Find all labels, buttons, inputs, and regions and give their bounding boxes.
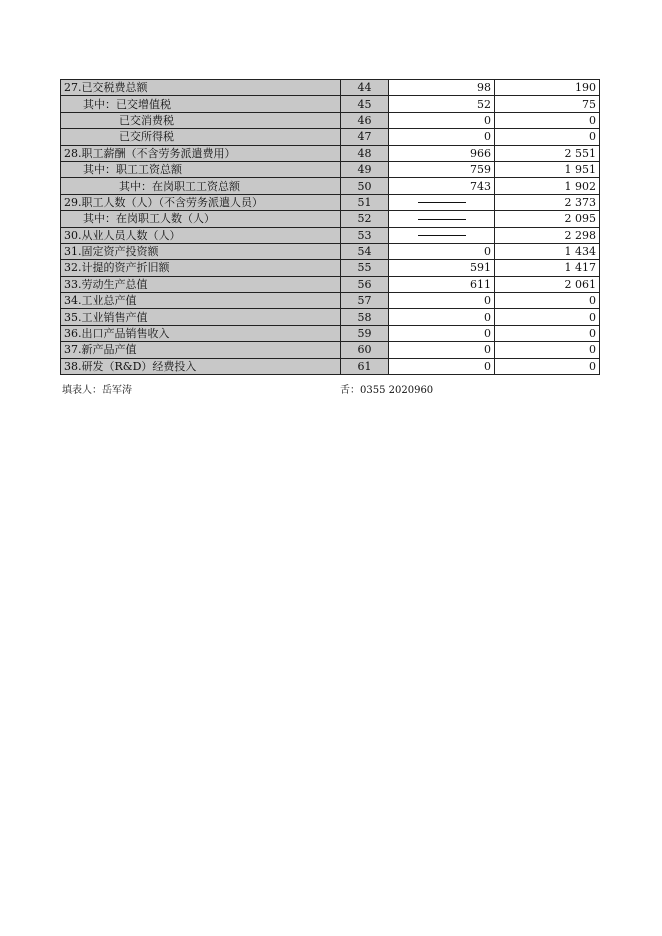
row-label: 35.工业销售产值: [61, 309, 341, 325]
value-current: 0: [389, 293, 495, 309]
row-code: 52: [341, 211, 389, 227]
row-code: 47: [341, 129, 389, 145]
not-applicable-dash: [418, 235, 466, 236]
value-current: 611: [389, 276, 495, 292]
value-current: 591: [389, 260, 495, 276]
table-row: [61, 309, 600, 325]
statistics-table-body: [61, 80, 600, 375]
row-code: 53: [341, 227, 389, 243]
row-label: 其中：在岗职工人数（人）: [61, 211, 341, 227]
row-label: 37.新产品产值: [61, 342, 341, 358]
row-code: 46: [341, 112, 389, 128]
table-row: [61, 161, 600, 177]
row-label: 28.职工薪酬（不含劳务派遣费用）: [61, 145, 341, 161]
value-cumulative: 0: [495, 325, 600, 341]
table-row: [61, 96, 600, 112]
row-label: 其中：职工工资总额: [61, 161, 341, 177]
table-row: [61, 243, 600, 259]
value-current: [389, 227, 495, 243]
value-cumulative: 2 551: [495, 145, 600, 161]
table-row: [61, 342, 600, 358]
statistics-table: [60, 79, 600, 375]
table-row: [61, 80, 600, 96]
value-cumulative: 2 373: [495, 194, 600, 210]
row-code: 45: [341, 96, 389, 112]
table-row: [61, 325, 600, 341]
row-label: 33.劳动生产总值: [61, 276, 341, 292]
row-label: 36.出口产品销售收入: [61, 325, 341, 341]
value-current: 0: [389, 325, 495, 341]
value-current: [389, 211, 495, 227]
table-row: [61, 178, 600, 194]
value-cumulative: 190: [495, 80, 600, 96]
value-current: 743: [389, 178, 495, 194]
row-label: 30.从业人员人数（人）: [61, 227, 341, 243]
row-label: 29.职工人数（人）（不含劳务派遣人员）: [61, 194, 341, 210]
row-code: 44: [341, 80, 389, 96]
row-code: 48: [341, 145, 389, 161]
value-cumulative: 75: [495, 96, 600, 112]
table-row: [61, 293, 600, 309]
value-cumulative: 0: [495, 309, 600, 325]
value-current: 966: [389, 145, 495, 161]
row-label: 34.工业总产值: [61, 293, 341, 309]
row-label: 32.计提的资产折旧额: [61, 260, 341, 276]
table-row: [61, 260, 600, 276]
row-label: 其中：在岗职工工资总额: [61, 178, 341, 194]
contact-phone: 舌：0355 2020960: [340, 385, 434, 396]
value-cumulative: 1 417: [495, 260, 600, 276]
value-cumulative: 2 298: [495, 227, 600, 243]
row-code: 58: [341, 309, 389, 325]
row-code: 57: [341, 293, 389, 309]
table-row: [61, 129, 600, 145]
value-cumulative: 0: [495, 129, 600, 145]
value-cumulative: 2 095: [495, 211, 600, 227]
value-current: 98: [389, 80, 495, 96]
value-cumulative: 0: [495, 358, 600, 374]
value-current: 0: [389, 342, 495, 358]
table-row: [61, 358, 600, 374]
value-current: 0: [389, 309, 495, 325]
filler-name: 填表人：岳军涛: [62, 385, 132, 396]
value-current: 759: [389, 161, 495, 177]
row-label: 27.已交税费总额: [61, 80, 341, 96]
row-label: 已交消费税: [61, 112, 341, 128]
row-code: 54: [341, 243, 389, 259]
table-row: [61, 211, 600, 227]
value-cumulative: 0: [495, 112, 600, 128]
value-current: 0: [389, 129, 495, 145]
table-row: [61, 112, 600, 128]
value-cumulative: 2 061: [495, 276, 600, 292]
table-row: [61, 145, 600, 161]
row-label: 38.研发（R&D）经费投入: [61, 358, 341, 374]
not-applicable-dash: [418, 219, 466, 220]
row-code: 60: [341, 342, 389, 358]
value-current: 0: [389, 112, 495, 128]
value-current: 0: [389, 243, 495, 259]
value-cumulative: 0: [495, 342, 600, 358]
value-cumulative: 0: [495, 293, 600, 309]
value-cumulative: 1 951: [495, 161, 600, 177]
row-label: 31.固定资产投资额: [61, 243, 341, 259]
value-current: 52: [389, 96, 495, 112]
row-code: 50: [341, 178, 389, 194]
value-cumulative: 1 434: [495, 243, 600, 259]
row-label: 已交所得税: [61, 129, 341, 145]
value-current: 0: [389, 358, 495, 374]
row-code: 61: [341, 358, 389, 374]
table-row: [61, 227, 600, 243]
not-applicable-dash: [418, 202, 466, 203]
table-row: [61, 194, 600, 210]
row-label: 其中：已交增值税: [61, 96, 341, 112]
table-row: [61, 276, 600, 292]
row-code: 59: [341, 325, 389, 341]
row-code: 55: [341, 260, 389, 276]
value-current: [389, 194, 495, 210]
row-code: 51: [341, 194, 389, 210]
row-code: 49: [341, 161, 389, 177]
value-cumulative: 1 902: [495, 178, 600, 194]
row-code: 56: [341, 276, 389, 292]
